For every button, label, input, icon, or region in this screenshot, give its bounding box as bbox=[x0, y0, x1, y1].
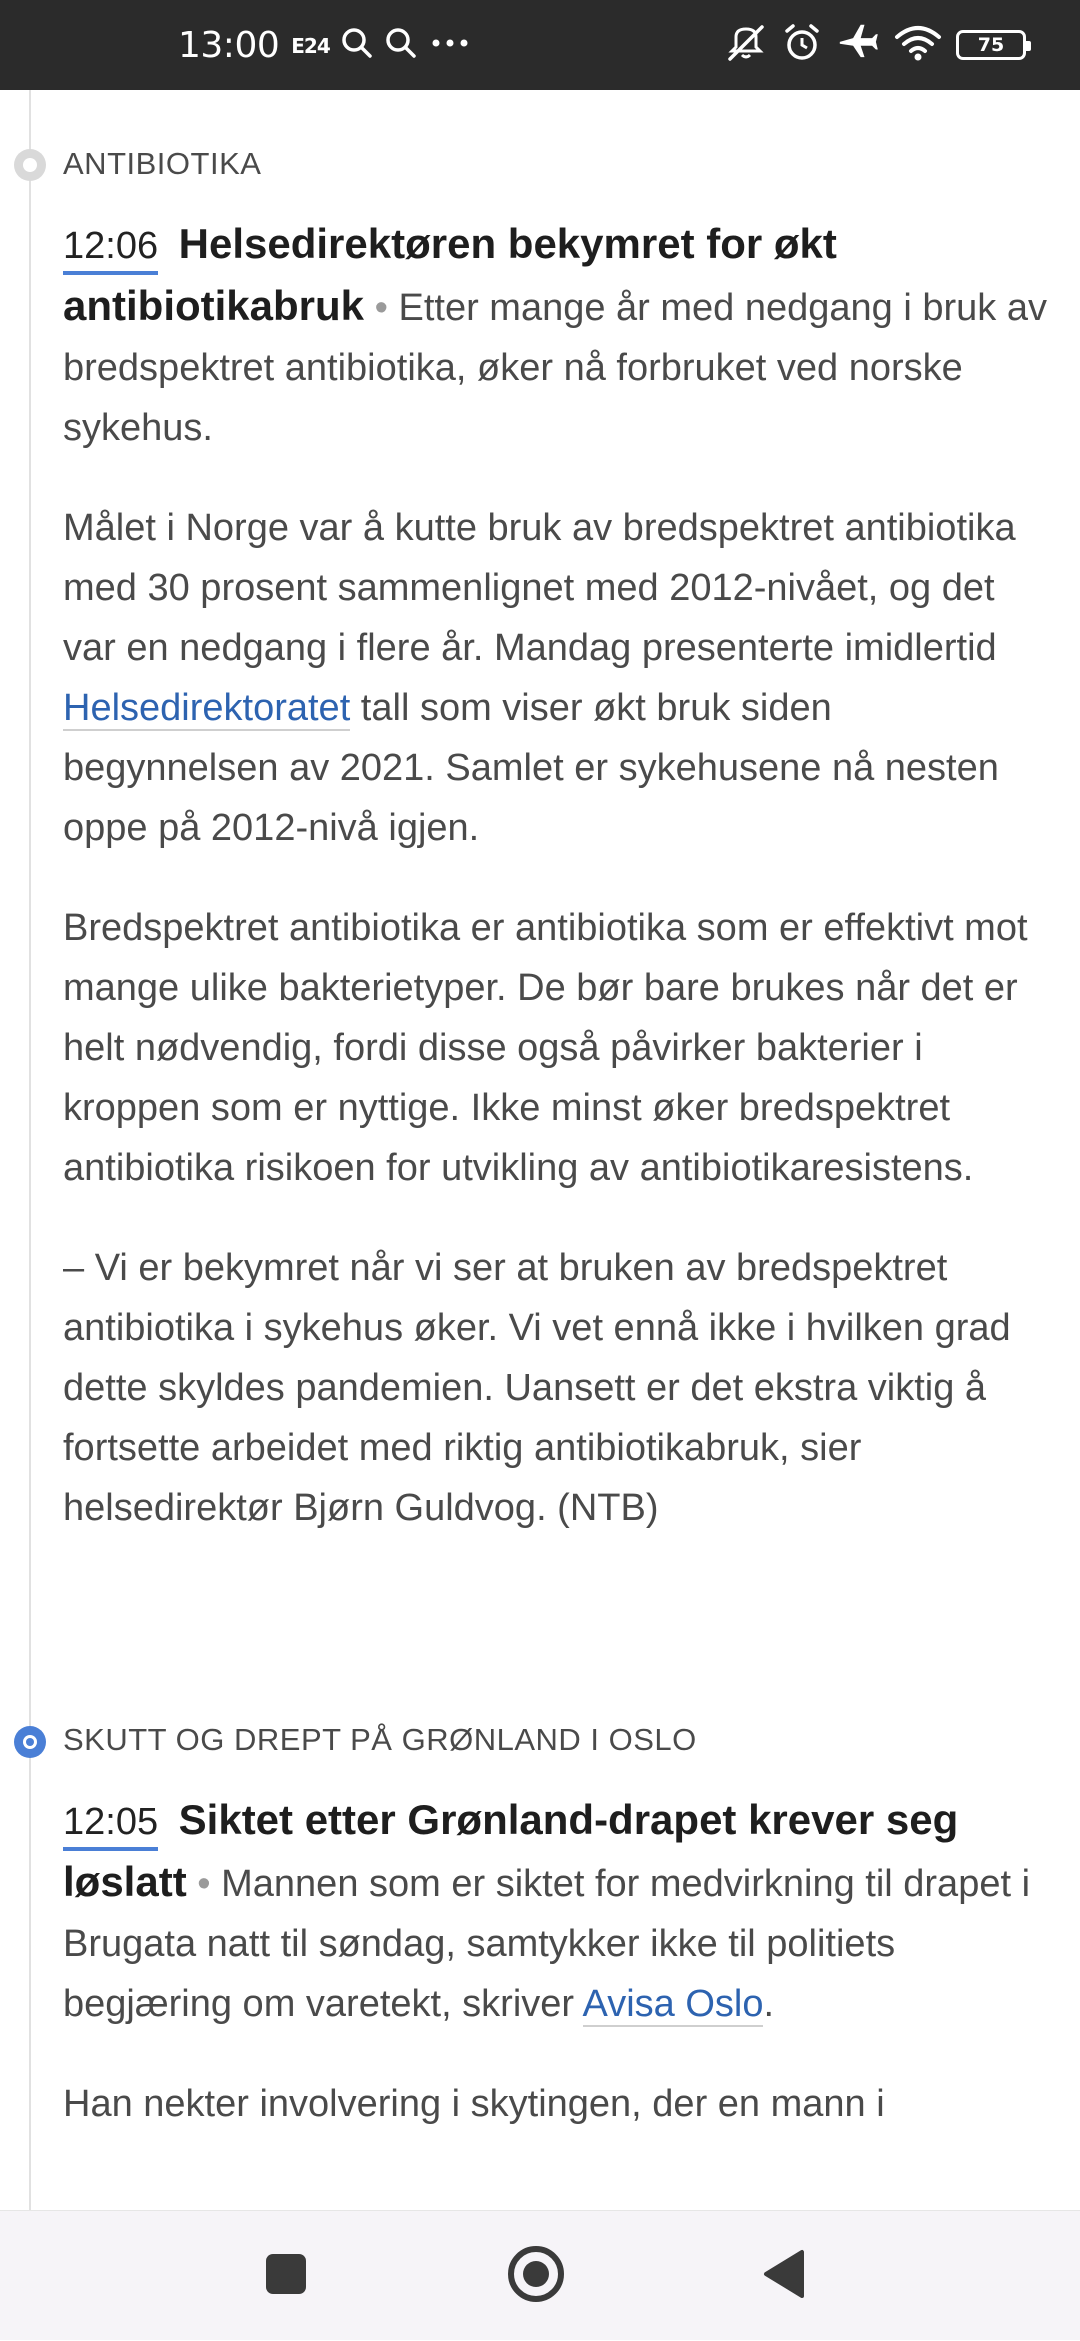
back-triangle-icon bbox=[762, 2249, 806, 2303]
avisa-oslo-link[interactable]: Avisa Oslo bbox=[582, 1983, 764, 2025]
entry-paragraph: Bredspektret antibiotika er antibiotika som er effektivt mot mange ulike bakterietyper. De bør bare brukes når det er helt nødvendig, fordi disse også påvirker bakterier i kroppen som er nyttige. Ikke minst øker bredspektret antibiotika risikoen for utvikling av antibiotikaresistens. bbox=[63, 907, 1028, 1189]
paragraph-text: . bbox=[763, 1983, 775, 2025]
separator: • bbox=[374, 287, 388, 329]
home-circle-icon bbox=[506, 2244, 566, 2308]
recents-square-icon bbox=[264, 2252, 308, 2300]
entry-paragraph: – Vi er bekymret når vi ser at bruken av bredspektret antibiotika i sykehus øker. Vi vet ennå ikke i hvilken grad dette skyldes pandemien. Uansett er det ekstra viktig å fortsette arbeidet med riktig antibiotikabruk, sier helsedirektør Bjørn Guldvog. (NTB) bbox=[63, 1247, 1011, 1529]
entry-topic: ANTIBIOTIKA bbox=[63, 146, 262, 181]
entry-headline[interactable]: Siktet etter Grønland-drapet krever seg løslatt bbox=[63, 1796, 959, 1905]
entry-article bbox=[63, 1790, 1053, 2174]
search-icon bbox=[384, 26, 418, 64]
battery-level: 75 bbox=[977, 34, 1005, 56]
helsedirektoratet-link[interactable]: Helsedirektoratet bbox=[63, 687, 351, 729]
timeline-dot-icon bbox=[14, 149, 46, 181]
e24-app-badge: E24 bbox=[291, 34, 330, 58]
timeline-dot-active-icon bbox=[14, 1726, 46, 1758]
entry-lead-paragraph bbox=[63, 214, 1053, 458]
live-feed[interactable] bbox=[0, 90, 1080, 2210]
status-right bbox=[724, 0, 1026, 90]
system-nav-bar bbox=[0, 2210, 1080, 2340]
more-dots-icon bbox=[428, 26, 472, 64]
entry-headline[interactable]: Helsedirektøren bekymret for økt antibiotikabruk bbox=[63, 220, 837, 329]
status-bar bbox=[0, 0, 1080, 90]
airplane-icon bbox=[836, 23, 880, 67]
entry-paragraph bbox=[63, 498, 1053, 858]
paragraph-text: tall som viser økt bruk siden begynnelsen av 2021. Samlet er sykehusene nå nesten oppe på 2012-nivå igjen. bbox=[63, 687, 999, 849]
recents-button[interactable] bbox=[226, 2211, 346, 2341]
search-icon bbox=[340, 26, 374, 64]
entry-time: 12:06 bbox=[63, 221, 158, 275]
entry-lead: Mannen som er siktet for medvirkning til drapet i Brugata natt til søndag, samtykker ikke til politiets begjæring om varetekt, skriver bbox=[63, 1863, 1031, 2025]
home-button[interactable] bbox=[476, 2211, 596, 2341]
entry-lead-paragraph bbox=[63, 1790, 1053, 2034]
paragraph-text: Målet i Norge var å kutte bruk av bredspektret antibiotika med 30 prosent sammenlignet med 2012-nivået, og det var en nedgang i flere år. Mandag presenterte imidlertid bbox=[63, 507, 1016, 669]
entry-topic: SKUTT OG DREPT PÅ GRØNLAND I OSLO bbox=[63, 1722, 697, 1757]
entry-time: 12:05 bbox=[63, 1797, 158, 1851]
alarm-icon bbox=[782, 23, 822, 67]
entry-paragraph: Han nekter involvering i skytingen, der en mann i bbox=[63, 2083, 885, 2125]
battery-icon bbox=[956, 30, 1026, 60]
status-left bbox=[178, 0, 472, 90]
separator: • bbox=[197, 1863, 211, 1905]
timeline-line bbox=[29, 90, 31, 2210]
mute-icon bbox=[724, 23, 768, 67]
status-time: 13:00 bbox=[178, 24, 280, 66]
entry-lead: Etter mange år med nedgang i bruk av bredspektret antibiotika, øker nå forbruket ved norske sykehus. bbox=[63, 287, 1047, 449]
back-button[interactable] bbox=[724, 2211, 844, 2341]
entry-article bbox=[63, 214, 1053, 1578]
wifi-icon bbox=[894, 23, 942, 67]
